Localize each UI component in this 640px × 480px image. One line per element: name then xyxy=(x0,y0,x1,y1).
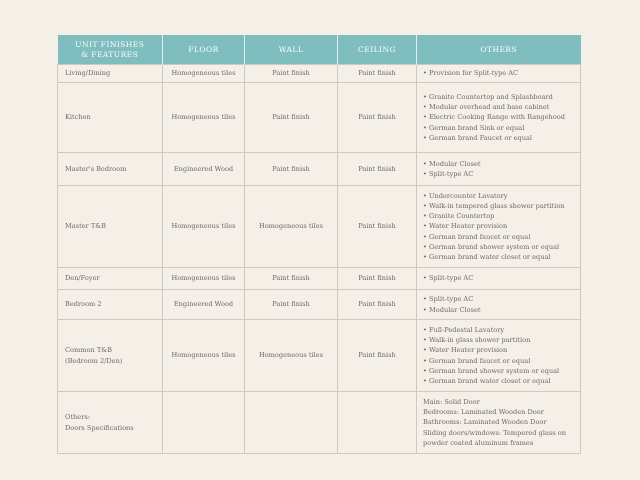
ceiling-cell: Paint finish xyxy=(338,268,417,290)
list-item: • Split-type AC xyxy=(423,169,576,179)
list-item: • Undercounter Lavatory xyxy=(423,191,576,201)
list-item: • Modular Closet xyxy=(423,305,576,315)
feature-cell: Master T&B xyxy=(58,186,163,268)
list-item: • German brand Faucet or equal xyxy=(423,133,576,143)
floor-cell: Homogeneous tiles xyxy=(163,320,245,392)
ceiling-cell: Paint finish xyxy=(338,65,417,83)
floor-cell: Homogeneous tiles xyxy=(163,65,245,83)
list-item: • Walk-in glass shower partition xyxy=(423,335,576,345)
wall-cell: Paint finish xyxy=(245,83,338,153)
ceiling-cell: Paint finish xyxy=(338,320,417,392)
floor-cell: Engineered Wood xyxy=(163,290,245,320)
others-list xyxy=(423,191,576,262)
wall-cell: Homogeneous tiles xyxy=(245,320,338,392)
list-item: • German brand faucet or equal xyxy=(423,232,576,242)
others-cell xyxy=(417,268,581,290)
wall-cell: Paint finish xyxy=(245,290,338,320)
feature-cell: Bedroom 2 xyxy=(58,290,163,320)
table-body xyxy=(58,65,581,454)
table-row xyxy=(58,268,581,290)
table-row xyxy=(58,290,581,320)
table-row xyxy=(58,153,581,186)
table-row xyxy=(58,392,581,454)
list-item: • German brand water closet or equal xyxy=(423,252,576,262)
feature-cell: Common T&B (Bedroom 2/Den) xyxy=(58,320,163,392)
table-row xyxy=(58,65,581,83)
list-item: • German brand shower system or equal xyxy=(423,242,576,252)
wall-cell: Paint finish xyxy=(245,268,338,290)
ceiling-cell: Paint finish xyxy=(338,290,417,320)
list-item: • German brand faucet or equal xyxy=(423,356,576,366)
floor-cell: Engineered Wood xyxy=(163,153,245,186)
list-item: • Electric Cooking Range with Rangehood xyxy=(423,112,576,122)
list-item: • German brand water closet or equal xyxy=(423,376,576,386)
others-cell xyxy=(417,65,581,83)
feature-cell: Others: Doors Specifications xyxy=(58,392,163,454)
feature-cell: Kitchen xyxy=(58,83,163,153)
wall-cell xyxy=(245,392,338,454)
list-item: • German brand Sink or equal xyxy=(423,123,576,133)
list-item: Bathrooms: Laminated Wooden Door xyxy=(423,418,547,427)
list-item: Bedrooms: Laminated Wooden Door xyxy=(423,408,544,417)
others-list xyxy=(423,159,576,179)
others-cell xyxy=(417,83,581,153)
ceiling-cell: Paint finish xyxy=(338,83,417,153)
header-floor: FLOOR xyxy=(163,35,245,65)
list-item: • German brand shower system or equal xyxy=(423,366,576,376)
feature-cell: Den/Foyer xyxy=(58,268,163,290)
list-item: • Walk-in tempered glass shower partition xyxy=(423,201,576,211)
header-ceiling: CEILING xyxy=(338,35,417,65)
wall-cell: Homogeneous tiles xyxy=(245,186,338,268)
header-features: UNIT FINISHES & FEATURES xyxy=(58,35,163,65)
list-item: • Granite Countertop xyxy=(423,211,576,221)
floor-cell: Homogeneous tiles xyxy=(163,83,245,153)
list-item: • Water Heater provision xyxy=(423,221,576,231)
list-item: • Split-type AC xyxy=(423,294,576,304)
table-row xyxy=(58,186,581,268)
list-item: • Modular Closet xyxy=(423,159,576,169)
header-wall: WALL xyxy=(245,35,338,65)
list-item: Sliding doors/windows: Tempered glass on powder coated aluminum frames xyxy=(423,428,566,447)
list-item: • Granite Countertop and Splashboard xyxy=(423,92,576,102)
floor-cell: Homogeneous tiles xyxy=(163,268,245,290)
others-cell xyxy=(417,290,581,320)
table-row xyxy=(58,320,581,392)
others-list xyxy=(423,294,576,314)
others-cell xyxy=(417,392,581,454)
others-cell xyxy=(417,153,581,186)
table-row xyxy=(58,83,581,153)
feature-cell: Living/Dining xyxy=(58,65,163,83)
feature-cell: Master's Bedroom xyxy=(58,153,163,186)
list-item: • Split-type AC xyxy=(423,273,576,283)
wall-cell: Paint finish xyxy=(245,65,338,83)
finishes-table-container xyxy=(57,35,580,454)
list-item: • Modular overhead and base cabinet xyxy=(423,102,576,112)
others-list xyxy=(423,68,576,78)
header-others: OTHERS xyxy=(417,35,581,65)
others-list xyxy=(423,325,576,386)
floor-cell xyxy=(163,392,245,454)
others-cell xyxy=(417,320,581,392)
ceiling-cell: Paint finish xyxy=(338,186,417,268)
list-item: • Provision for Split-type AC xyxy=(423,68,576,78)
ceiling-cell xyxy=(338,392,417,454)
others-list xyxy=(423,92,576,143)
ceiling-cell: Paint finish xyxy=(338,153,417,186)
list-item: Main: Solid Door xyxy=(423,397,480,406)
list-item: • Full-Pedestal Lavatory xyxy=(423,325,576,335)
others-list xyxy=(423,273,576,283)
others-list xyxy=(423,397,576,448)
floor-cell: Homogeneous tiles xyxy=(163,186,245,268)
unit-finishes-table xyxy=(57,35,581,454)
wall-cell: Paint finish xyxy=(245,153,338,186)
header-row xyxy=(58,35,581,65)
list-item: • Water Heater provision xyxy=(423,345,576,355)
others-cell xyxy=(417,186,581,268)
